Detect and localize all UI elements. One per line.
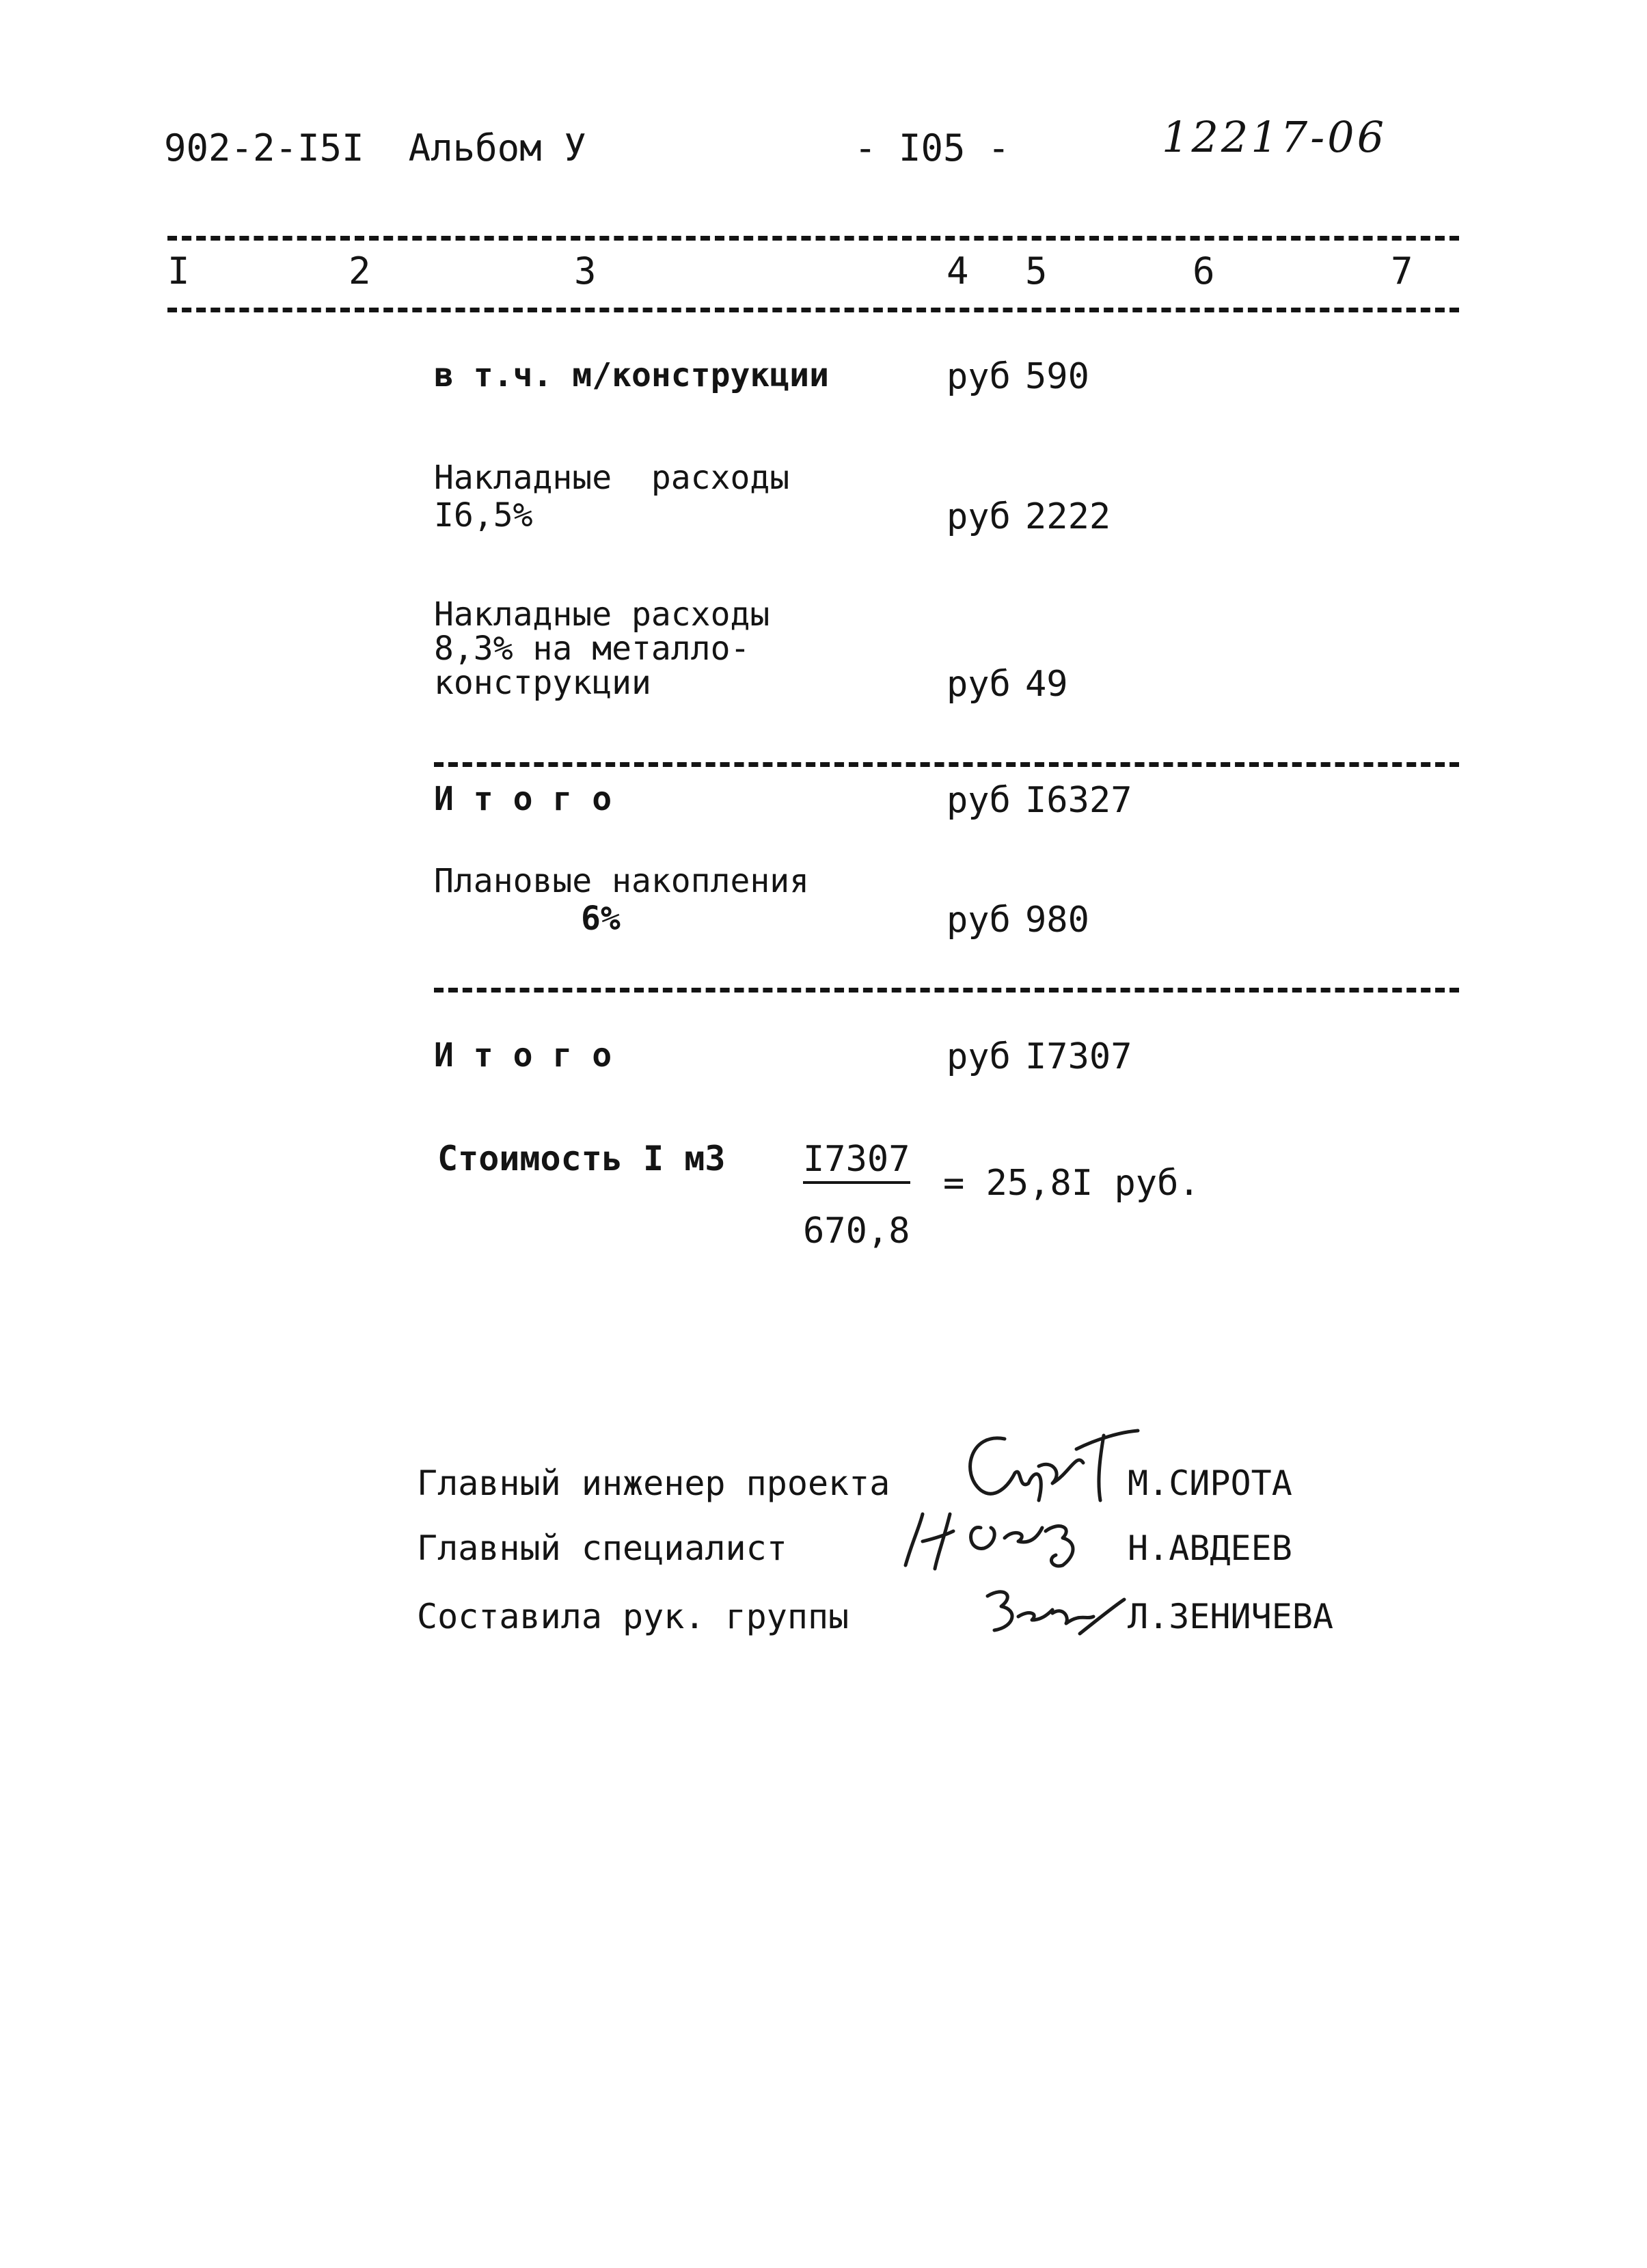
row-value: 980: [1025, 900, 1089, 941]
cost-result: = 25,8I руб.: [943, 1163, 1200, 1204]
row-label-overhead-metal-line3: конструкции: [434, 664, 651, 702]
row-value: I6327: [1025, 780, 1132, 821]
column-5-header: 5: [1025, 249, 1048, 293]
row-unit: руб: [947, 496, 1011, 537]
row-value: I7307: [1025, 1036, 1132, 1077]
document-code: 902-2-I5I Альбом У: [164, 126, 586, 170]
handwritten-archive-number: 12217-06: [1162, 112, 1387, 162]
row-label-subtotal: И т о г о: [434, 780, 612, 818]
page-number: - I05 -: [854, 126, 1010, 170]
header-top-rule: [167, 236, 1459, 241]
column-7-header: 7: [1391, 249, 1413, 293]
row-unit: руб: [947, 664, 1011, 705]
cost-denominator: 670,8: [803, 1211, 910, 1252]
row-label-overhead-metal-line1: Накладные расходы: [434, 595, 770, 634]
row-label-overhead-line2: I6,5%: [434, 496, 533, 535]
column-2-header: 2: [349, 249, 371, 293]
signature-name-chief-engineer: М.СИРОТА: [1128, 1463, 1292, 1503]
row-label-total: И т о г о: [434, 1036, 612, 1075]
row-label-planned-savings-line1: Плановые накопления: [434, 862, 810, 900]
row-label-overhead-line1: Накладные расходы: [434, 459, 790, 497]
row-label-metal-structures: в т.ч. м/конструкции: [434, 356, 829, 394]
row-value: 590: [1025, 356, 1089, 397]
row-value: 49: [1025, 664, 1068, 705]
column-3-header: 3: [574, 249, 597, 293]
header-bottom-rule: [167, 308, 1459, 312]
signature-group-leader: [977, 1579, 1128, 1647]
column-1-header: I: [167, 249, 190, 293]
row-unit: руб: [947, 780, 1011, 821]
row-label-overhead-metal-line2: 8,3% на металло-: [434, 630, 750, 668]
total-rule: [434, 988, 1459, 993]
signature-role-group-leader: Составила рук. группы: [417, 1597, 849, 1636]
row-unit: руб: [947, 356, 1011, 397]
cost-label: Стоимость I м3: [437, 1139, 726, 1178]
subtotal-rule: [434, 762, 1459, 767]
signature-chief-specialist: [895, 1500, 1100, 1576]
row-label-planned-savings-line2: 6%: [581, 900, 621, 938]
row-value: 2222: [1025, 496, 1111, 537]
column-6-header: 6: [1193, 249, 1215, 293]
signature-name-group-leader: Л.ЗЕНИЧЕВА: [1128, 1597, 1334, 1636]
row-unit: руб: [947, 900, 1011, 941]
signature-name-chief-specialist: Н.АВДЕЕВ: [1128, 1528, 1292, 1568]
signature-role-chief-engineer: Главный инженер проекта: [417, 1463, 890, 1503]
signature-chief-engineer: [957, 1425, 1141, 1507]
signature-role-chief-specialist: Главный специалист: [417, 1528, 787, 1568]
row-unit: руб: [947, 1036, 1011, 1077]
cost-numerator: I7307: [803, 1142, 910, 1184]
column-4-header: 4: [947, 249, 969, 293]
